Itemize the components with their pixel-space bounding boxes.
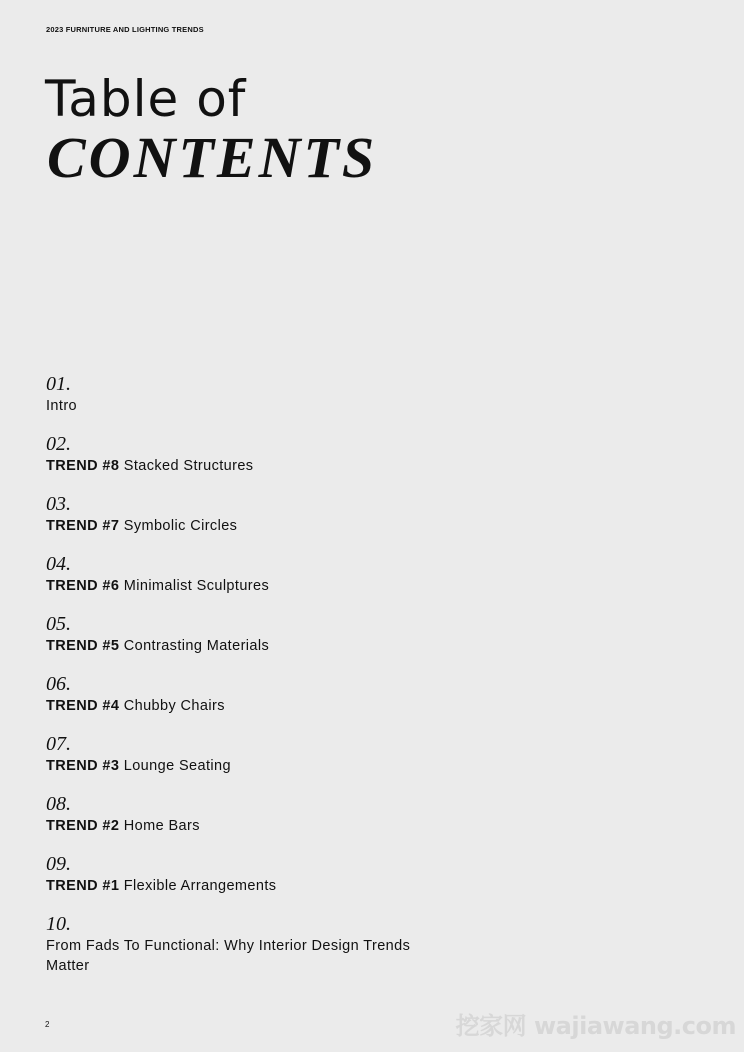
- document-header: 2023 FURNITURE AND LIGHTING TRENDS: [46, 25, 204, 34]
- toc-item-number: 08.: [46, 793, 71, 815]
- table-of-contents: [46, 372, 446, 972]
- watermark: 挖家网 wajiawang.com: [455, 1012, 736, 1040]
- toc-item-trend: TREND #3: [46, 758, 120, 774]
- toc-item-number: 01.: [46, 373, 71, 395]
- toc-item-label: Chubby Chairs: [123, 698, 225, 714]
- toc-item-title: [46, 876, 446, 896]
- toc-item: [46, 792, 446, 852]
- toc-item-title: [46, 516, 446, 536]
- toc-item-trend: TREND #5: [46, 638, 120, 654]
- toc-item-label: Home Bars: [123, 818, 200, 834]
- toc-item-label: Contrasting Materials: [123, 638, 270, 654]
- toc-item-label: Flexible Arrangements: [123, 878, 277, 894]
- toc-item-number: 06.: [46, 673, 71, 695]
- toc-item-trend: TREND #4: [46, 698, 120, 714]
- toc-item-trend: TREND #1: [46, 878, 120, 894]
- toc-item-trend: TREND #7: [46, 518, 120, 534]
- toc-item: [46, 612, 446, 672]
- page-title-line1: Table of: [45, 70, 247, 128]
- toc-item-title: [46, 756, 446, 776]
- toc-item-title: [46, 576, 446, 596]
- toc-item-label: Symbolic Circles: [123, 518, 238, 534]
- toc-item: [46, 492, 446, 552]
- toc-item-label: From Fads To Functional: Why Interior Design Trends Matter: [46, 938, 411, 974]
- toc-item-title: [46, 696, 446, 716]
- toc-item: [46, 672, 446, 732]
- toc-item-title: [46, 816, 446, 836]
- toc-item: [46, 372, 446, 432]
- toc-item-title: [46, 936, 446, 976]
- toc-item-number: 07.: [46, 733, 71, 755]
- toc-item: [46, 912, 446, 972]
- toc-item-trend: TREND #2: [46, 818, 120, 834]
- toc-item-label: Minimalist Sculptures: [123, 578, 270, 594]
- toc-item-number: 04.: [46, 553, 71, 575]
- toc-item: [46, 432, 446, 492]
- toc-item-number: 02.: [46, 433, 71, 455]
- toc-item: [46, 552, 446, 612]
- toc-item-number: 10.: [46, 913, 71, 935]
- toc-item-trend: TREND #6: [46, 578, 120, 594]
- toc-item: [46, 852, 446, 912]
- toc-item-title: [46, 396, 446, 416]
- toc-item: [46, 732, 446, 792]
- toc-item-trend: TREND #8: [46, 458, 120, 474]
- toc-item-title: [46, 636, 446, 656]
- toc-item-label: Stacked Structures: [123, 458, 254, 474]
- toc-item-label: Lounge Seating: [123, 758, 231, 774]
- page-title-line2: CONTENTS: [47, 125, 378, 190]
- page-number: 2: [45, 1020, 50, 1029]
- toc-item-number: 09.: [46, 853, 71, 875]
- toc-item-title: [46, 456, 446, 476]
- toc-item-label: Intro: [46, 398, 78, 414]
- toc-item-number: 05.: [46, 613, 71, 635]
- toc-item-number: 03.: [46, 493, 71, 515]
